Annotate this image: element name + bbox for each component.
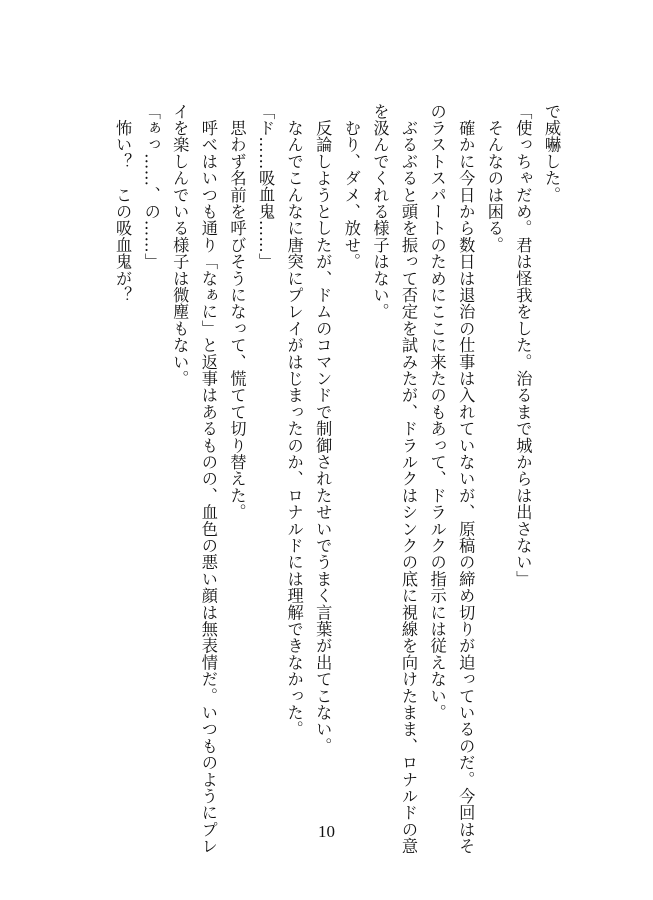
- text-line: のラストスパートのためにここに来たのもあって、ドラルクの指示には従えない。: [427, 103, 447, 721]
- text-line: 呼べはいつも通り「なぁに」と返事はあるものの、血色の悪い顔は無表情だ。いつものようにプレ: [198, 103, 218, 855]
- text-line: 「使っちゃだめ。君は怪我をした。治るまで城からは出さない」: [513, 103, 533, 588]
- text-line: イを楽しんでいる様子は微塵もない。: [170, 103, 190, 387]
- text-line: で威嚇した。: [542, 103, 561, 204]
- text-line: そんなのは困る。: [484, 103, 504, 254]
- page-number: 10: [318, 822, 335, 841]
- text-line: 反論しようとしたが、ドムのコマンドで制御されたせいでうまく言葉が出てこない。: [313, 103, 333, 755]
- text-line: 「ぁっ……、の……」: [141, 103, 161, 270]
- text-line: を汲んでくれる様子はない。: [370, 103, 390, 321]
- text-line: 思わず名前を呼びそうになって、慌てて切り替えた。: [227, 103, 247, 521]
- text-line: ぶるぶると頭を振って否定を試みたが、ドラルクはシンクの底に視線を向けたまま、ロナルドの意: [399, 103, 419, 855]
- text-line: むり、ダメ、放せ。: [341, 103, 361, 270]
- text-line: 「ド……吸血鬼……」: [256, 103, 276, 270]
- text-line: 怖い？ この吸血鬼が？: [113, 103, 133, 304]
- text-line: なんでこんなに唐突にプレイがはじまったのか、ロナルドには理解できなかった。: [284, 103, 304, 738]
- text-line: 確かに今日から数日は退治の仕事は入れていないが、原稿の締め切りが迫っているのだ。今回はそ: [456, 103, 476, 855]
